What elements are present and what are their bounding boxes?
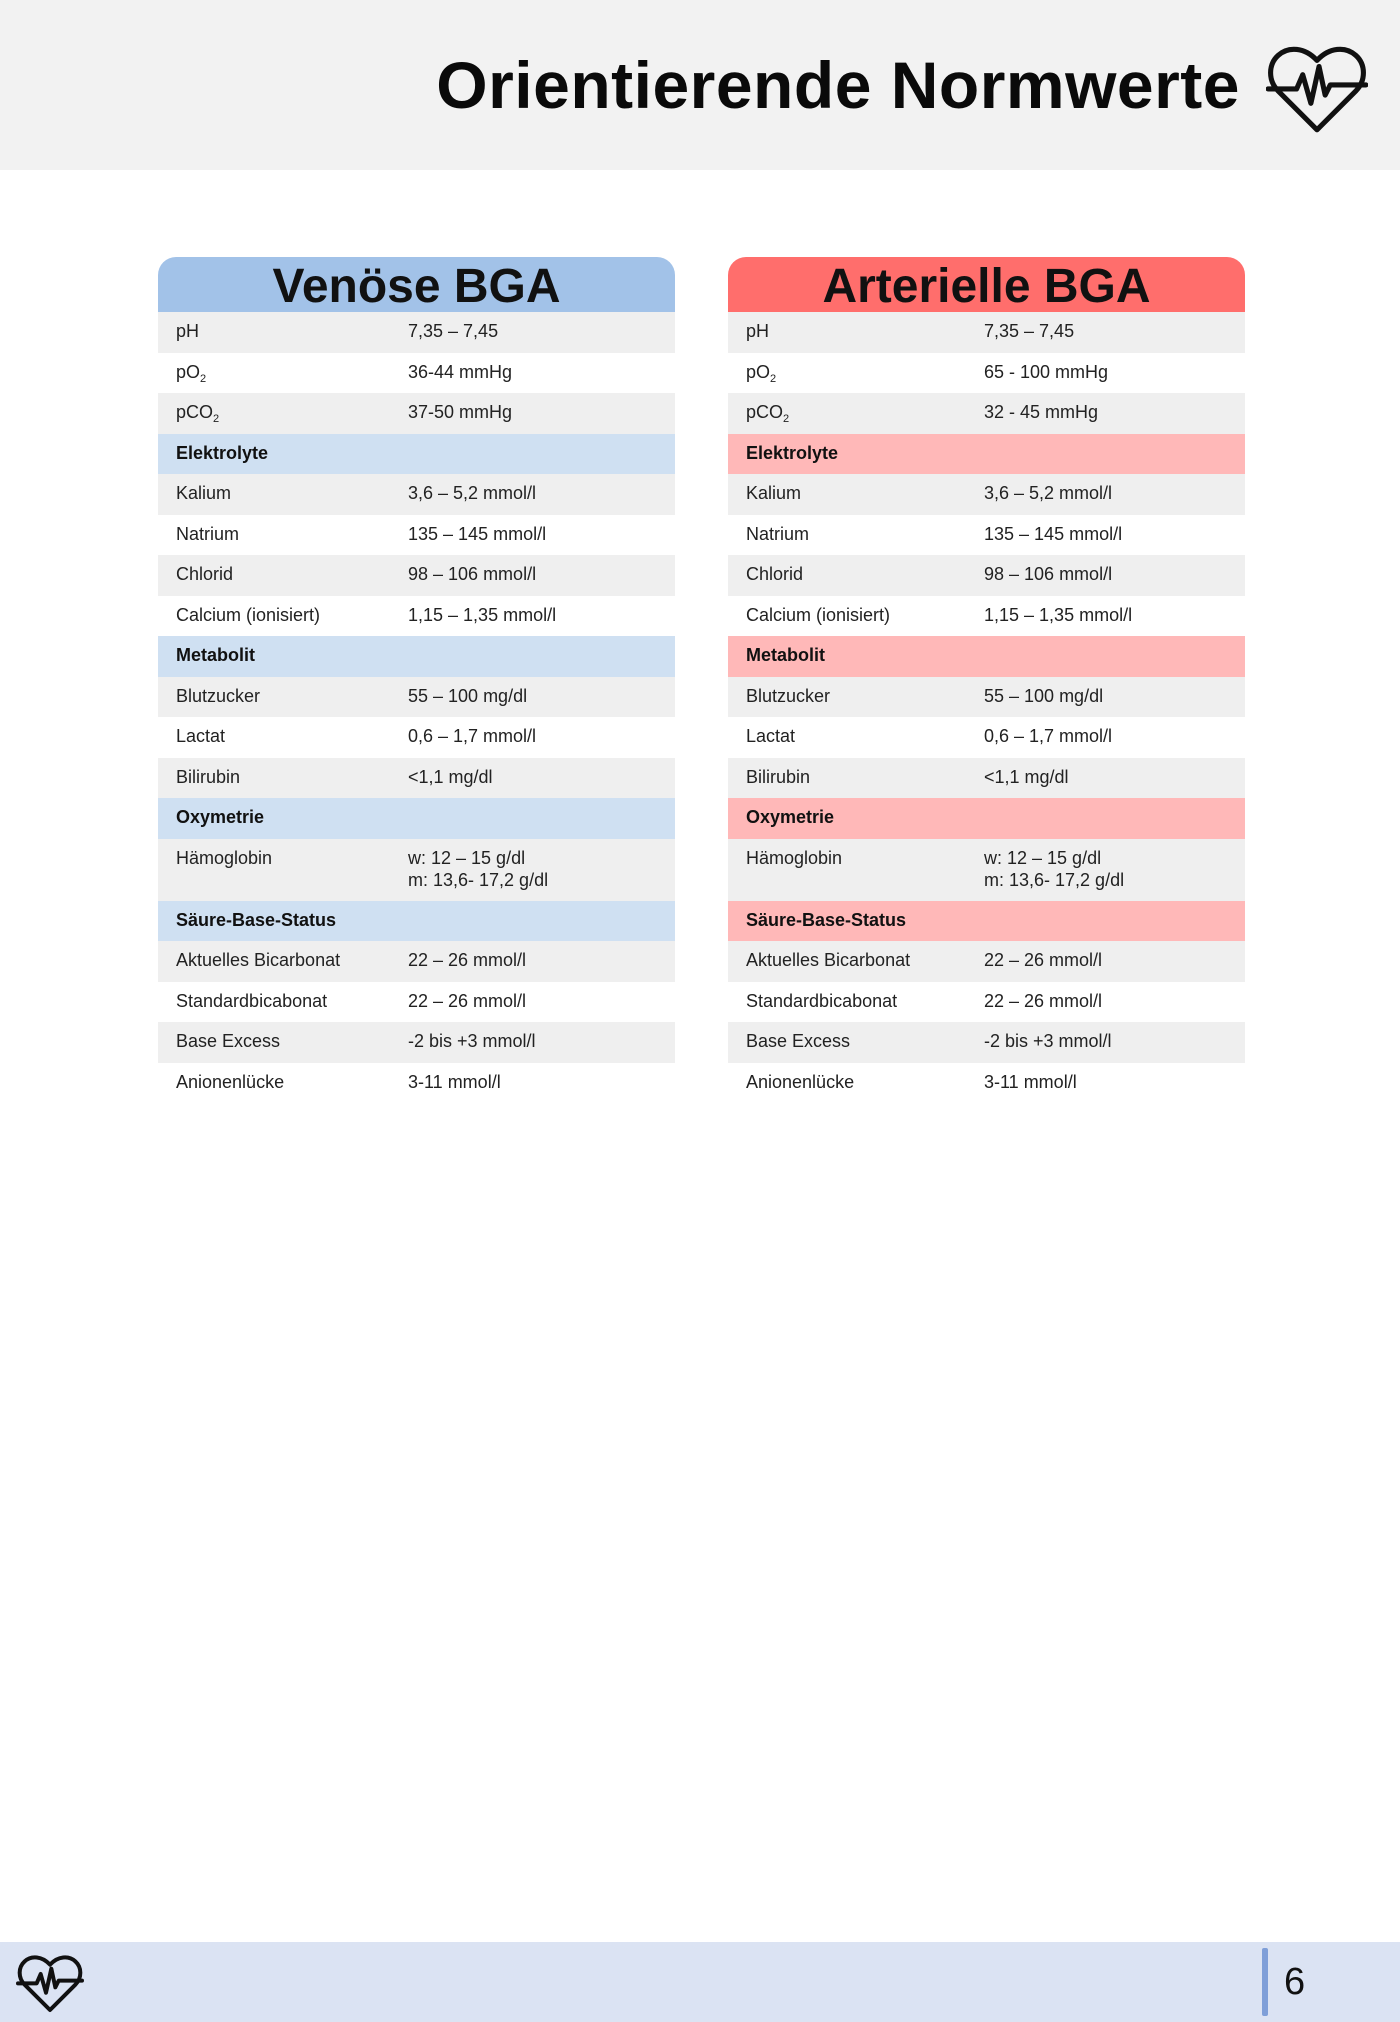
row-label (176, 482, 408, 504)
row-value: 22 – 26 mmol/l (408, 990, 527, 1011)
row-label (746, 320, 984, 342)
table-row (158, 717, 675, 758)
table-row (158, 982, 675, 1023)
row-label (746, 523, 984, 545)
row-label (176, 685, 408, 707)
row-label-text: Blutzucker (176, 685, 261, 706)
row-value: 3-11 mmol/l (408, 1071, 501, 1092)
table-row (158, 596, 675, 637)
section-row (728, 636, 1245, 677)
row-label (746, 1030, 984, 1052)
table-body (158, 312, 675, 1103)
row-value: 36-44 mmHg (408, 361, 513, 382)
row-value: 37-50 mmHg (408, 402, 513, 422)
row-label (176, 401, 408, 430)
row-label-text: Aktuelles Bicarbonat (746, 950, 911, 970)
row-label (746, 1071, 984, 1093)
table-row (728, 717, 1245, 758)
table-title: Venöse BGA (158, 257, 675, 312)
page-number: 6 (1284, 1961, 1306, 2003)
section-label: Säure-Base-Status (746, 909, 907, 930)
row-label-text: Hämoglobin (176, 847, 273, 868)
section-row (158, 798, 675, 839)
row-label-text: pO (176, 361, 201, 382)
row-label-text: Aktuelles Bicarbonat (176, 950, 341, 970)
row-label (176, 990, 408, 1012)
row-label-text: Standardbicabonat (176, 990, 328, 1011)
row-label-subscript: 2 (213, 413, 220, 425)
row-label-text: pH (746, 321, 770, 341)
row-value: 135 – 145 mmol/l (408, 523, 547, 544)
row-label-text: Anionenlücke (176, 1071, 285, 1092)
row-value: 0,6 – 1,7 mmol/l (408, 726, 537, 746)
table-row (158, 353, 675, 394)
table-row (728, 312, 1245, 353)
row-value: -2 bis +3 mmol/l (408, 1031, 536, 1051)
row-label (746, 401, 984, 430)
row-label (746, 990, 984, 1012)
row-label (176, 523, 408, 545)
row-label (176, 725, 408, 747)
table-row (728, 941, 1245, 982)
section-label: Metabolit (746, 645, 825, 665)
row-value: 22 – 26 mmol/l (984, 950, 1103, 970)
row-label-text: pCO (746, 402, 784, 422)
row-value: 3-11 mmol/l (984, 1071, 1077, 1092)
section-label: Metabolit (176, 645, 255, 665)
row-label-text: Calcium (ionisiert) (746, 604, 891, 625)
row-label-text: Lactat (746, 726, 796, 746)
row-label (746, 766, 984, 788)
arterial-bga-table (728, 257, 1245, 1103)
row-label-text: Base Excess (746, 1031, 851, 1051)
row-label-text: pH (176, 321, 200, 341)
section-label: Elektrolyte (746, 442, 839, 463)
table-row (158, 312, 675, 353)
section-label: Oxymetrie (746, 807, 835, 827)
section-row (728, 798, 1245, 839)
table-row (728, 1063, 1245, 1104)
table-row (728, 353, 1245, 394)
section-row (158, 901, 675, 942)
row-label-text: Chlorid (746, 564, 804, 584)
row-label-text: Kalium (746, 483, 802, 503)
row-label-text: pO (746, 361, 771, 382)
row-value: -2 bis +3 mmol/l (984, 1031, 1112, 1051)
row-label (746, 949, 984, 971)
row-value: 55 – 100 mg/dl (408, 685, 528, 706)
table-row (158, 677, 675, 718)
row-label-text: Hämoglobin (746, 847, 843, 868)
row-label (176, 563, 408, 585)
row-value: 7,35 – 7,45 (408, 321, 499, 341)
row-value: 22 – 26 mmol/l (408, 950, 527, 970)
table-row (158, 393, 675, 434)
row-label (176, 361, 408, 390)
row-value: 1,15 – 1,35 mmol/l (408, 604, 557, 625)
row-value: 55 – 100 mg/dl (984, 685, 1104, 706)
heart-pulse-icon (16, 1954, 84, 2014)
row-label (176, 847, 408, 869)
row-label-text: Bilirubin (176, 766, 241, 787)
page-footer (0, 1942, 1400, 2022)
table-row (158, 839, 675, 901)
row-label-text: pCO (176, 402, 214, 422)
row-label-text: Lactat (176, 726, 226, 746)
row-value: 65 - 100 mmHg (984, 361, 1109, 382)
row-value: w: 12 – 15 g/dl m: 13,6- 17,2 g/dl (408, 847, 549, 890)
row-value: 98 – 106 mmol/l (984, 564, 1113, 584)
row-value: 135 – 145 mmol/l (984, 523, 1123, 544)
table-row (728, 515, 1245, 556)
row-label-text: Kalium (176, 483, 232, 503)
row-label (746, 847, 984, 869)
row-value: 98 – 106 mmol/l (408, 564, 537, 584)
section-row (158, 434, 675, 475)
table-row (158, 941, 675, 982)
table-row (158, 1063, 675, 1104)
row-label (746, 725, 984, 747)
row-label (176, 949, 408, 971)
row-value: <1,1 mg/dl (408, 766, 493, 787)
row-label-text: Anionenlücke (746, 1071, 855, 1092)
row-label (176, 1030, 408, 1052)
row-value: 0,6 – 1,7 mmol/l (984, 726, 1113, 746)
row-label-text: Natrium (176, 523, 240, 544)
row-label-subscript: 2 (783, 413, 790, 425)
row-label-text: Calcium (ionisiert) (176, 604, 321, 625)
table-row (158, 474, 675, 515)
row-label-text: Natrium (746, 523, 810, 544)
row-value: 3,6 – 5,2 mmol/l (984, 483, 1113, 503)
table-row (728, 474, 1245, 515)
table-title: Arterielle BGA (728, 257, 1245, 312)
table-row (728, 555, 1245, 596)
row-label (176, 604, 408, 626)
table-row (728, 839, 1245, 901)
row-label (176, 766, 408, 788)
row-label (746, 482, 984, 504)
table-row (158, 515, 675, 556)
row-label-subscript: 2 (770, 372, 777, 385)
page-header (0, 0, 1400, 170)
row-label-text: Base Excess (176, 1031, 281, 1051)
row-label-text: Blutzucker (746, 685, 831, 706)
row-value: w: 12 – 15 g/dl m: 13,6- 17,2 g/dl (984, 847, 1125, 890)
row-label (746, 685, 984, 707)
heart-pulse-icon (1266, 44, 1368, 136)
row-value: 32 - 45 mmHg (984, 402, 1099, 422)
table-row (728, 393, 1245, 434)
row-label-subscript: 2 (200, 372, 207, 385)
row-label (746, 361, 984, 390)
row-label (746, 604, 984, 626)
table-row (728, 758, 1245, 799)
row-value: 1,15 – 1,35 mmol/l (984, 604, 1133, 625)
section-row (728, 901, 1245, 942)
venous-bga-table (158, 257, 675, 1103)
section-label: Elektrolyte (176, 442, 269, 463)
page-title: Orientierende Normwerte (436, 48, 1240, 122)
table-row (728, 982, 1245, 1023)
section-label: Säure-Base-Status (176, 909, 337, 930)
row-label-text: Chlorid (176, 564, 234, 584)
table-row (728, 1022, 1245, 1063)
page-number-bar (1262, 1948, 1268, 2016)
row-label-text: Bilirubin (746, 766, 811, 787)
table-row (728, 677, 1245, 718)
table-row (158, 555, 675, 596)
table-row (158, 1022, 675, 1063)
row-value: 7,35 – 7,45 (984, 321, 1075, 341)
table-row (158, 758, 675, 799)
row-value: 3,6 – 5,2 mmol/l (408, 483, 537, 503)
row-value: 22 – 26 mmol/l (984, 990, 1103, 1011)
section-row (158, 636, 675, 677)
table-row (728, 596, 1245, 637)
row-label (746, 563, 984, 585)
section-row (728, 434, 1245, 475)
row-value: <1,1 mg/dl (984, 766, 1069, 787)
row-label (176, 320, 408, 342)
section-label: Oxymetrie (176, 807, 265, 827)
row-label (176, 1071, 408, 1093)
row-label-text: Standardbicabonat (746, 990, 898, 1011)
table-body (728, 312, 1245, 1103)
